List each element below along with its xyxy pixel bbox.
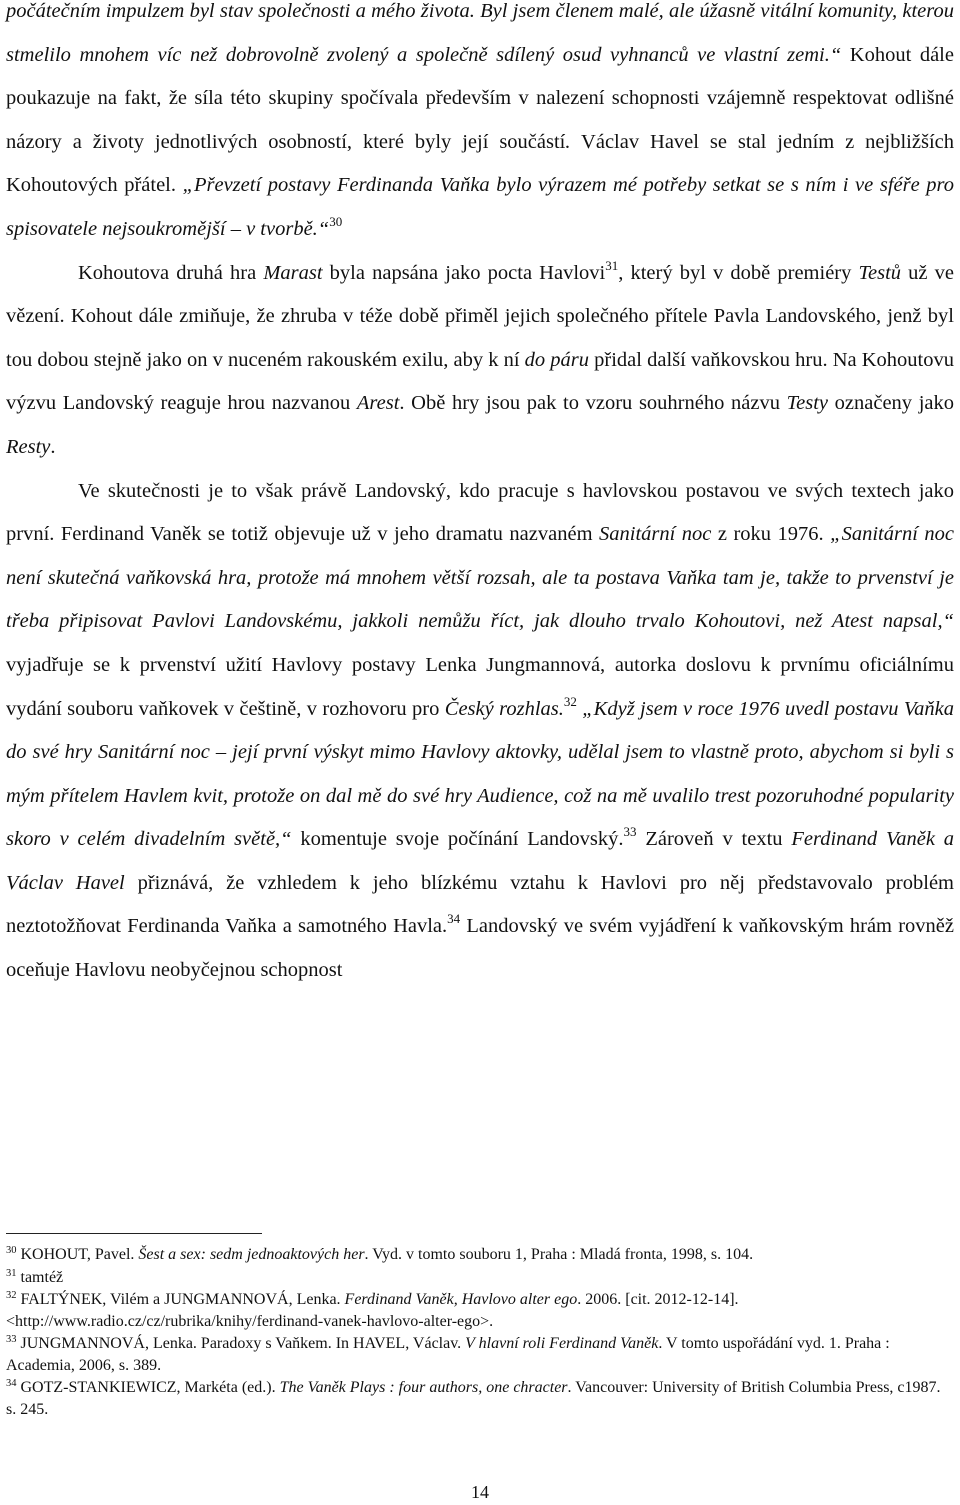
text-run: . Vyd. v tomto souboru 1, Praha : Mladá fronta, 1998, s. 104.: [364, 1246, 754, 1263]
text-run: byla napsána jako pocta Havlovi: [322, 261, 606, 284]
text-run: , který byl v době premiéry: [618, 261, 859, 284]
document-page: [6, 0, 954, 993]
footnote-reference: 31: [605, 257, 619, 273]
footnote: [6, 1289, 954, 1332]
text-run: GOTZ-STANKIEWICZ, Markéta (ed.).: [16, 1379, 280, 1396]
footnotes: [6, 1244, 954, 1421]
italic-text: The Vaněk Plays : four authors, one chracter: [279, 1379, 568, 1396]
italic-text: Marast: [263, 261, 323, 284]
italic-text: do páru: [524, 348, 590, 371]
italic-text: Arest: [356, 392, 400, 415]
page-number: 14: [471, 1482, 489, 1502]
text-run: Landovský ve svém vyjádření k vaňkovským hrám rovněž oceňuje Havlovu neobyčejnou schopnost: [6, 915, 954, 982]
footnote-number: 34: [6, 1378, 17, 1389]
italic-text: Ferdinand Vaněk a Václav Havel: [6, 828, 954, 894]
paragraph: [6, 252, 954, 470]
italic-text: Šest a sex: sedm jednoaktových her: [138, 1246, 365, 1263]
footnote-reference: 33: [623, 824, 637, 840]
italic-text: Resty: [6, 435, 51, 458]
text-run: komentuje svoje počínání Landovský.: [291, 828, 624, 851]
italic-text: V hlavní roli Ferdinand Vaněk: [465, 1335, 659, 1352]
italic-text: Testy: [786, 392, 828, 415]
text-run: . Obě hry jsou pak to vzoru souhrného názvu: [399, 392, 787, 415]
text-run: . Vancouver: University of British Columbia Press, c1987. s. 245.: [6, 1379, 941, 1418]
italic-text: Sanitární noc: [599, 523, 712, 546]
footnote: [6, 1377, 954, 1420]
footnote-reference: 30: [329, 213, 343, 229]
text-run: Zároveň v textu: [636, 828, 792, 851]
footnote-separator: [6, 1233, 262, 1234]
italic-text: „Sanitární noc není skutečná vaňkovská hra, protože má mnohem větší rozsah, ale ta postava Vaňka tam je, takže to prvenství je třeba připisovat Pavlovi Landovskému, jakkoli nemůžu říct, jak dlouho trvalo Kohoutovi, než Atest napsal,“: [6, 523, 954, 633]
footnote-number: 31: [6, 1267, 17, 1279]
footnote-number: 32: [6, 1290, 17, 1301]
footnote: [6, 1244, 954, 1266]
body-text: [6, 0, 954, 993]
footnote: [6, 1267, 954, 1289]
italic-text: .: [565, 130, 571, 153]
text-run: FALTÝNEK, Vilém a JUNGMANNOVÁ, Lenka.: [16, 1291, 345, 1308]
text-run: Kohout dále poukazuje na fakt, že síla této skupiny spočívala především v nalezení schopnosti vzájemně respektovat odlišné názory a životy jednotlivých osobností, které byly její součástí: [6, 43, 954, 153]
text-run: z roku 1976.: [711, 523, 831, 546]
footnote-number: 30: [6, 1245, 17, 1256]
footnote: [6, 1333, 954, 1376]
text-run: . 2006. [cit. 2012-12-14]. <http://www.radio.cz/cz/rubrika/knihy/ferdinand-vanek-havlovo-alter-ego>.: [6, 1291, 739, 1330]
footnote-reference: 32: [563, 693, 577, 709]
text-run: JUNGMANNOVÁ, Lenka. Paradoxy s Vaňkem. In HAVEL, Václav.: [16, 1335, 466, 1352]
text-run: Václav Havel se stal jedním z nejbližších Kohoutových přátel.: [6, 130, 954, 197]
italic-text: Testů: [858, 261, 902, 284]
text-run: . V tomto uspořádání vyd. 1. Praha : Academia, 2006, s. 389.: [6, 1335, 890, 1374]
italic-text: Český rozhlas.: [444, 697, 564, 720]
italic-text: počátečním impulzem byl stav společnosti a mého života. Byl jsem členem malé, ale úžasně vitální komunity, kterou stmelilo mnohem víc než dobrovolně zvolený a společně sdílený osud vyhnanců ve vlastní zemi.“: [6, 0, 954, 66]
text-run: vyjadřuje se k prvenství užití Havlovy postavy Lenka Jungmannová, autorka doslovu k prvnímu oficiálnímu vydání souboru vaňkovek v češtině, v rozhovoru pro: [6, 653, 954, 720]
footnote-number: 33: [6, 1334, 17, 1345]
italic-text: „Převzetí postavy Ferdinanda Vaňka bylo výrazem mé potřeby setkat se s ním i ve sféře pro spisovatele nejsoukromější – v tvorbě.“: [6, 174, 954, 240]
italic-text: Ferdinand Vaněk, Havlovo alter ego: [344, 1291, 578, 1308]
paragraph: [6, 470, 954, 993]
footnote-reference: 34: [447, 911, 461, 927]
text-run: Kohoutova druhá hra: [78, 261, 264, 284]
italic-text: „Když jsem v roce 1976 uvedl postavu Vaňka do své hry Sanitární noc – její první výskyt mimo Havlovy aktovky, udělal jsem to vlastně proto, abychom si byli s mým přítelem Havlem kvit, protože on dal mě do své hry Audience, což na mě uvalilo trest pozoruhodné popularity skoro v celém divadelním světě,“: [6, 697, 954, 851]
text-run: přiznává, že vzhledem k jeho blízkému vztahu k Havlovi pro něj představovalo problém neztotožňovat Ferdinanda Vaňka a samotného Havla.: [6, 871, 954, 938]
text-run: už ve vězení. Kohout dále zmiňuje, že zhruba v téže době přiměl jejich společného přítele Pavla Landovského, jenž byl tou dobou stejně jako on v nuceném rakouském exilu, aby k ní: [6, 261, 954, 371]
text-run: .: [50, 435, 56, 458]
text-run: označeny jako: [828, 392, 954, 415]
text-run: tamtéž: [16, 1268, 64, 1286]
text-run: Ve skutečnosti je to však právě Landovský, kdo pracuje s havlovskou postavou ve svých textech jako první. Ferdinand Vaněk se totiž objevuje už v jeho dramatu nazvaném: [6, 479, 954, 546]
text-run: přidal další vaňkovskou hru. Na Kohoutovu výzvu Landovský reaguje hrou nazvanou: [6, 348, 955, 415]
paragraph: [6, 0, 954, 252]
text-run: KOHOUT, Pavel.: [16, 1246, 139, 1263]
